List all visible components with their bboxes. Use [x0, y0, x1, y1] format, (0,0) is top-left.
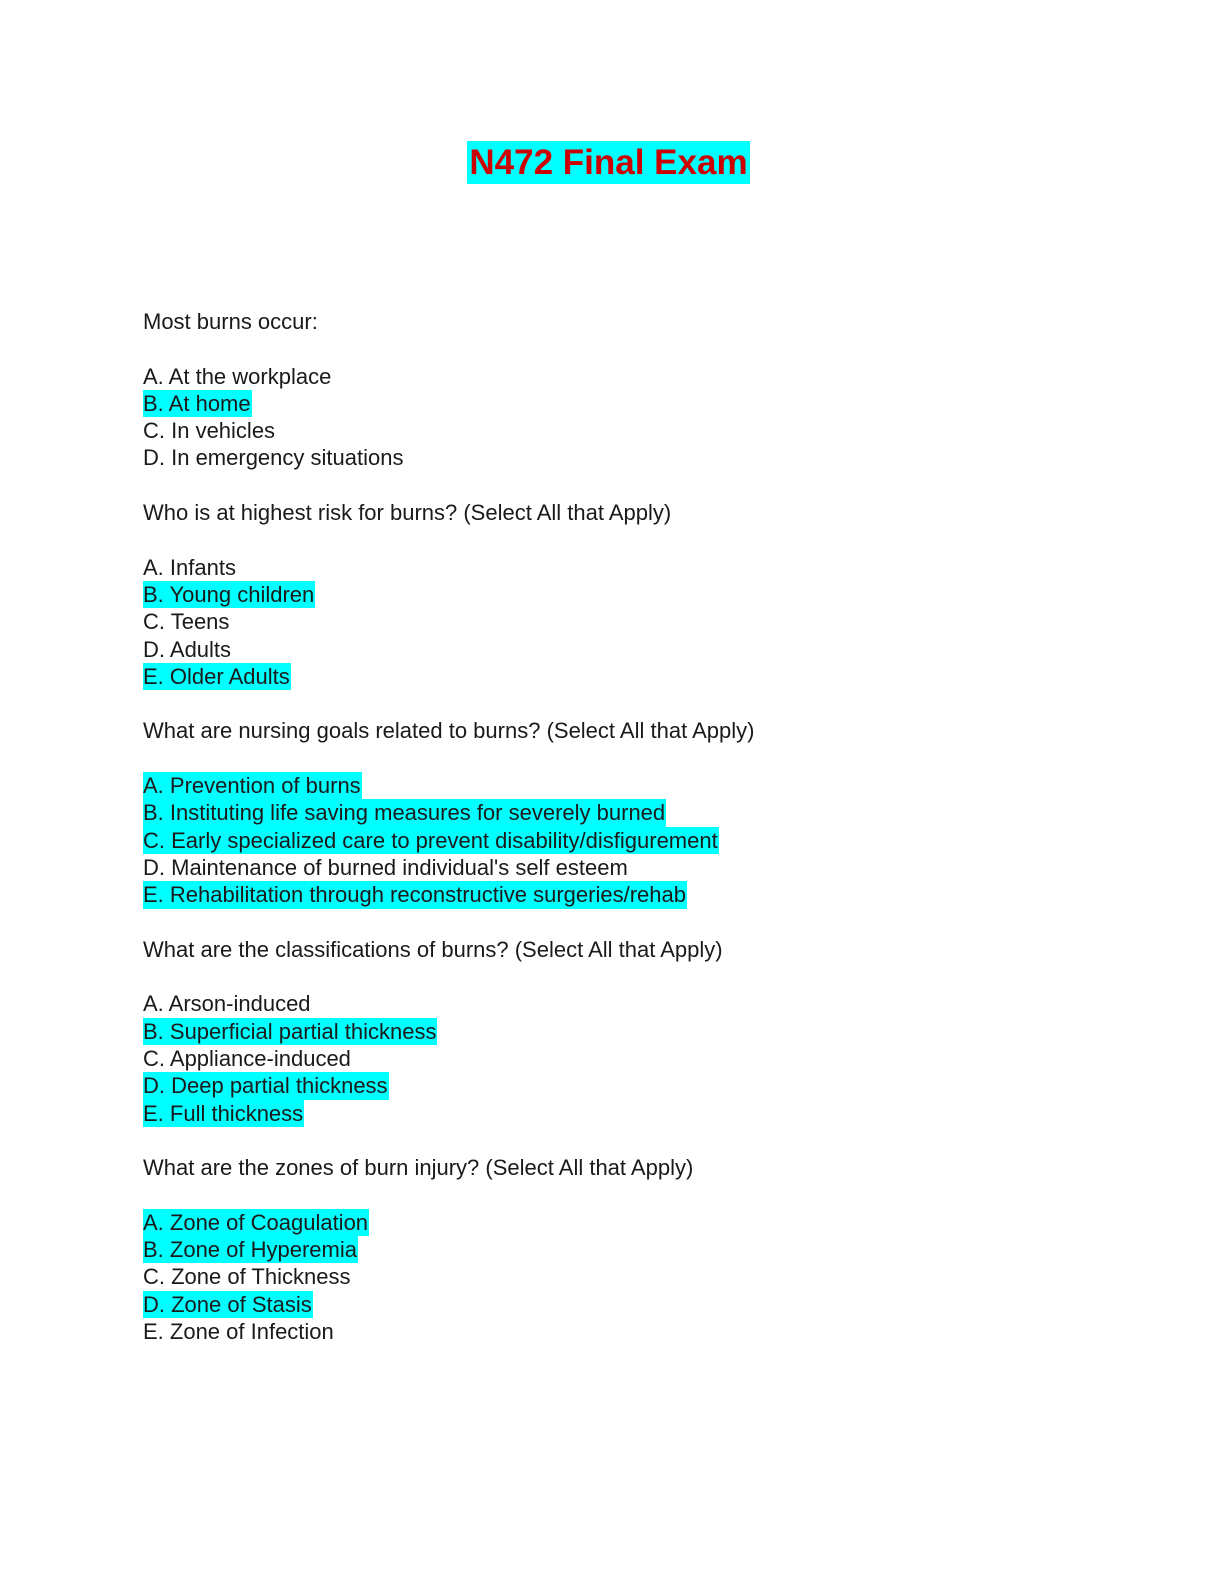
- answer-option-highlighted: [143, 1209, 1143, 1236]
- answer-option-text: D. Deep partial thickness: [143, 1073, 388, 1099]
- answer-option-text: E. Older Adults: [143, 663, 290, 689]
- answer-options: [143, 772, 1143, 908]
- answer-option: [143, 608, 1143, 635]
- answer-option-text: E. Zone of Infection: [143, 1318, 334, 1344]
- answer-option: [143, 554, 1143, 581]
- answer-option-text: A. Infants: [143, 554, 236, 580]
- answer-option-highlighted: [143, 581, 1143, 608]
- answer-option-highlighted: [143, 1018, 1143, 1045]
- answer-option-highlighted: [143, 390, 1143, 417]
- answer-option: [143, 854, 1143, 881]
- answer-option-text: D. Maintenance of burned individual's self esteem: [143, 854, 628, 880]
- question-block: [143, 1154, 1143, 1345]
- answer-option-text: D. In emergency situations: [143, 445, 404, 471]
- question-block: [143, 499, 1143, 690]
- answer-option-highlighted: [143, 1072, 1143, 1099]
- answer-option-text: B. At home: [143, 390, 251, 416]
- answer-option: [143, 1045, 1143, 1072]
- answer-option-highlighted: [143, 881, 1143, 908]
- answer-options: [143, 554, 1143, 690]
- answer-options: [143, 363, 1143, 472]
- question-block: [143, 936, 1143, 1127]
- answer-option-highlighted: [143, 772, 1143, 799]
- answer-option-text: C. In vehicles: [143, 418, 276, 444]
- answer-option: [143, 1263, 1143, 1290]
- answer-option-text: D. Zone of Stasis: [143, 1291, 312, 1317]
- answer-option-highlighted: [143, 1100, 1143, 1127]
- question-text: What are nursing goals related to burns? (Select All that Apply): [143, 718, 755, 744]
- answer-option-text: C. Appliance-induced: [143, 1046, 351, 1072]
- question-text: Who is at highest risk for burns? (Select All that Apply): [143, 500, 672, 526]
- question-text: Most burns occur:: [143, 309, 318, 334]
- answer-option-highlighted: [143, 1236, 1143, 1263]
- answer-option-text: D. Adults: [143, 636, 232, 662]
- answer-options: [143, 1209, 1143, 1345]
- answer-option-text: B. Instituting life saving measures for severely burned: [143, 800, 666, 826]
- question-block: [143, 717, 1143, 908]
- answer-option-text: A. Zone of Coagulation: [143, 1209, 369, 1235]
- answer-option-text: A. Arson-induced: [143, 991, 311, 1017]
- answer-option-text: C. Early specialized care to prevent disability/disfigurement: [143, 827, 718, 853]
- answer-option-highlighted: [143, 663, 1143, 690]
- answer-option-text: C. Zone of Thickness: [143, 1264, 351, 1290]
- exam-content: [143, 308, 1143, 1373]
- answer-option: [143, 363, 1143, 390]
- answer-option-text: E. Full thickness: [143, 1100, 304, 1126]
- answer-option-highlighted: [143, 1291, 1143, 1318]
- answer-option-text: B. Superficial partial thickness: [143, 1018, 437, 1044]
- answer-option-text: B. Young children: [143, 581, 315, 607]
- answer-option-text: C. Teens: [143, 609, 230, 635]
- question-text: What are the zones of burn injury? (Select All that Apply): [143, 1155, 694, 1181]
- answer-option: [143, 990, 1143, 1017]
- answer-option-highlighted: [143, 799, 1143, 826]
- answer-options: [143, 990, 1143, 1126]
- question-text: What are the classifications of burns? (Select All that Apply): [143, 936, 723, 962]
- answer-option-highlighted: [143, 827, 1143, 854]
- answer-option-text: B. Zone of Hyperemia: [143, 1237, 357, 1263]
- page-title: N472 Final Exam: [469, 143, 748, 182]
- question-block: [143, 308, 1143, 472]
- title-container: [0, 141, 1224, 184]
- answer-option-text: E. Rehabilitation through reconstructive surgeries/rehab: [143, 882, 686, 908]
- answer-option-text: A. At the workplace: [143, 363, 332, 389]
- answer-option: [143, 1318, 1143, 1345]
- answer-option: [143, 417, 1143, 444]
- answer-option: [143, 636, 1143, 663]
- answer-option: [143, 444, 1143, 471]
- answer-option-text: A. Prevention of burns: [143, 773, 361, 799]
